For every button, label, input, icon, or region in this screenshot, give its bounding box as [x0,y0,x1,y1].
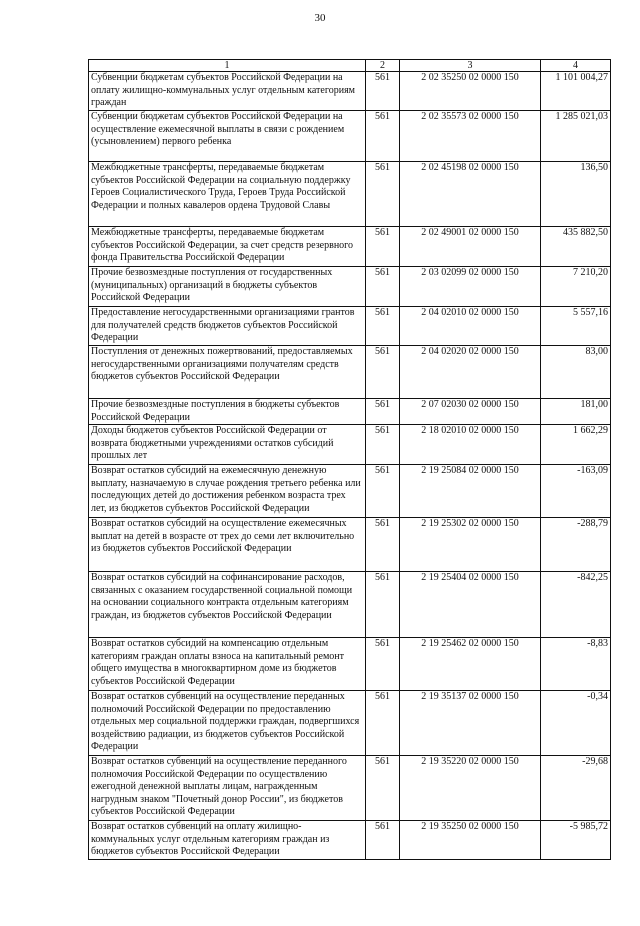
budget-code-cell: 2 02 35250 02 0000 150 [400,72,541,111]
table-row [89,425,611,465]
budget-code-cell: 2 18 02010 02 0000 150 [400,425,541,465]
table-row [89,691,611,756]
budget-code-cell: 2 02 45198 02 0000 150 [400,162,541,227]
amount-cell: 136,50 [541,162,611,227]
admin-code-cell: 561 [366,572,400,638]
admin-code-cell: 561 [366,465,400,518]
amount-cell: 1 101 004,27 [541,72,611,111]
table-row [89,638,611,691]
header-row [89,60,611,72]
admin-code-cell: 561 [366,111,400,162]
table-row [89,111,611,162]
description-cell: Возврат остатков субсидий на осуществление ежемесячных выплат на детей в возрасте от трех до семи лет включительно из бюджетов субъектов Российской Федерации [89,518,366,572]
amount-cell: 1 285 021,03 [541,111,611,162]
admin-code-cell: 561 [366,756,400,821]
budget-code-cell: 2 19 25404 02 0000 150 [400,572,541,638]
amount-cell: 7 210,20 [541,267,611,307]
budget-code-cell: 2 19 35250 02 0000 150 [400,821,541,860]
description-cell: Поступления от денежных пожертвований, предоставляемых негосударственными организациями получателям средств бюджетов субъектов Российской Федерации [89,346,366,399]
admin-code-cell: 561 [366,307,400,346]
description-cell: Возврат остатков субвенций на оплату жилищно-коммунальных услуг отдельным категориям граждан из бюджетов субъектов Российской Федерации [89,821,366,860]
amount-cell: -842,25 [541,572,611,638]
budget-code-cell: 2 19 25302 02 0000 150 [400,518,541,572]
budget-code-cell: 2 04 02020 02 0000 150 [400,346,541,399]
column-header: 3 [400,60,541,72]
column-header: 2 [366,60,400,72]
amount-cell: -288,79 [541,518,611,572]
column-header: 1 [89,60,366,72]
description-cell: Субвенции бюджетам субъектов Российской Федерации на осуществление ежемесячной выплаты в связи с рождением (усыновлением) первого ребенка [89,111,366,162]
admin-code-cell: 561 [366,72,400,111]
amount-cell: -8,83 [541,638,611,691]
revenue-table [88,59,611,860]
table-row [89,227,611,267]
table-body [89,72,611,860]
budget-code-cell: 2 19 25462 02 0000 150 [400,638,541,691]
table-row [89,267,611,307]
budget-code-cell: 2 19 25084 02 0000 150 [400,465,541,518]
description-cell: Доходы бюджетов субъектов Российской Федерации от возврата бюджетными учреждениями остатков субсидий прошлых лет [89,425,366,465]
amount-cell: -163,09 [541,465,611,518]
description-cell: Межбюджетные трансферты, передаваемые бюджетам субъектов Российской Федерации на социальную поддержку Героев Социалистического Труда, Героев Труда Российской Федерации и полных кавалеров ордена Трудовой Славы [89,162,366,227]
table-row [89,465,611,518]
table-row [89,518,611,572]
description-cell: Возврат остатков субвенций на осуществление переданного полномочия Российской Федерации по осуществлению ежегодной денежной выплаты лицам, награжденным нагрудным знаком "Почетный донор России", из бюджетов субъектов Российской Федерации [89,756,366,821]
table-row [89,572,611,638]
table-row [89,399,611,425]
budget-code-cell: 2 04 02010 02 0000 150 [400,307,541,346]
table-row [89,756,611,821]
budget-code-cell: 2 03 02099 02 0000 150 [400,267,541,307]
budget-code-cell: 2 02 35573 02 0000 150 [400,111,541,162]
admin-code-cell: 561 [366,267,400,307]
admin-code-cell: 561 [366,518,400,572]
description-cell: Возврат остатков субсидий на компенсацию отдельным категориям граждан оплаты взноса на капитальный ремонт общего имущества в многоквартирном доме из бюджетов субъектов Российской Федерации [89,638,366,691]
budget-code-cell: 2 19 35137 02 0000 150 [400,691,541,756]
admin-code-cell: 561 [366,162,400,227]
table-row [89,307,611,346]
amount-cell: 1 662,29 [541,425,611,465]
amount-cell: 83,00 [541,346,611,399]
admin-code-cell: 561 [366,425,400,465]
column-header: 4 [541,60,611,72]
amount-cell: 181,00 [541,399,611,425]
admin-code-cell: 561 [366,821,400,860]
description-cell: Предоставление негосударственными организациями грантов для получателей средств бюджетов субъектов Российской Федерации [89,307,366,346]
budget-code-cell: 2 02 49001 02 0000 150 [400,227,541,267]
description-cell: Прочие безвозмездные поступления в бюджеты субъектов Российской Федерации [89,399,366,425]
admin-code-cell: 561 [366,638,400,691]
description-cell: Межбюджетные трансферты, передаваемые бюджетам субъектов Российской Федерации, за счет средств резервного фонда Правительства Российской Федерации [89,227,366,267]
table-row [89,821,611,860]
page-number: 30 [314,12,326,24]
table-row [89,162,611,227]
budget-code-cell: 2 07 02030 02 0000 150 [400,399,541,425]
table-row [89,346,611,399]
budget-code-cell: 2 19 35220 02 0000 150 [400,756,541,821]
amount-cell: -29,68 [541,756,611,821]
admin-code-cell: 561 [366,691,400,756]
amount-cell: 5 557,16 [541,307,611,346]
description-cell: Прочие безвозмездные поступления от государственных (муниципальных) организаций в бюджеты субъектов Российской Федерации [89,267,366,307]
description-cell: Субвенции бюджетам субъектов Российской Федерации на оплату жилищно-коммунальных услуг отдельным категориям граждан [89,72,366,111]
description-cell: Возврат остатков субсидий на софинансирование расходов, связанных с оказанием государственной социальной помощи на основании социального контракта отдельным категориям граждан, из бюджетов субъектов Российской Федерации [89,572,366,638]
description-cell: Возврат остатков субвенций на осуществление переданных полномочий Российской Федерации по предоставлению отдельных мер социальной поддержки граждан, подвергшихся воздействию радиации, из бюджетов субъектов Российской Федерации [89,691,366,756]
admin-code-cell: 561 [366,346,400,399]
description-cell: Возврат остатков субсидий на ежемесячную денежную выплату, назначаемую в случае рождения третьего ребенка или последующих детей до достижения ребенком возраста трех лет, из бюджетов субъектов Российской Федерации [89,465,366,518]
admin-code-cell: 561 [366,227,400,267]
admin-code-cell: 561 [366,399,400,425]
table-row [89,72,611,111]
amount-cell: 435 882,50 [541,227,611,267]
amount-cell: -5 985,72 [541,821,611,860]
amount-cell: -0,34 [541,691,611,756]
